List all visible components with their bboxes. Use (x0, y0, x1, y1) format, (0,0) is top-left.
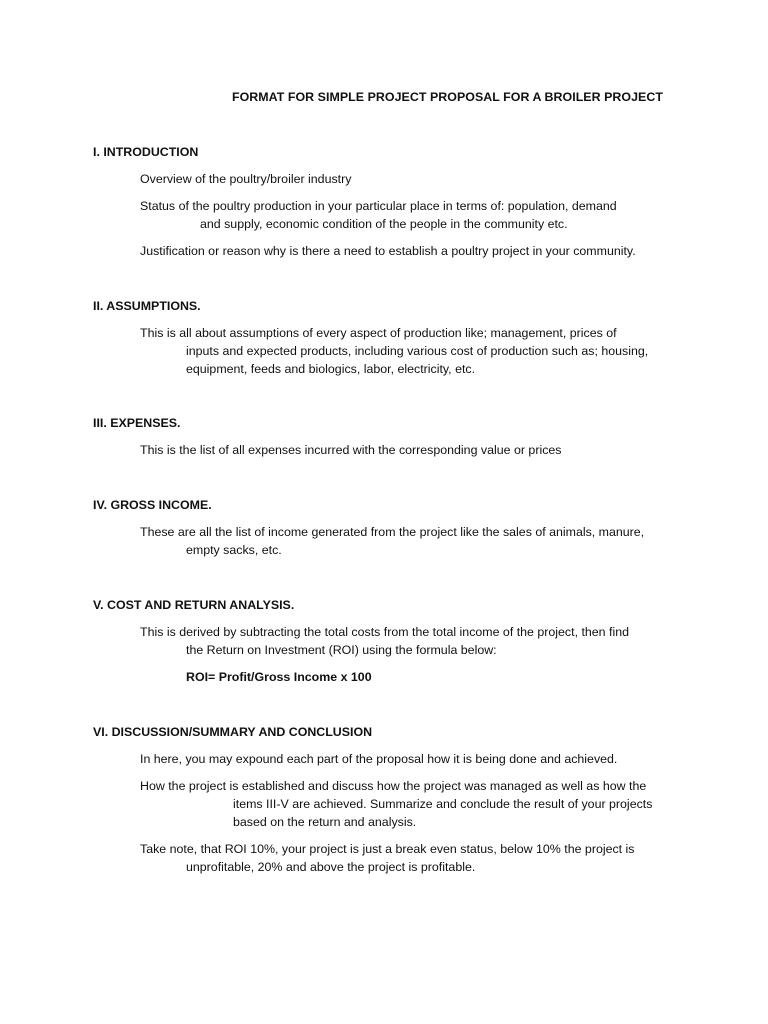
discussion-note-line-1: Take note, that ROI 10%, your project is just a break even status, below 10% the project is (140, 842, 635, 856)
discussion-managed-paragraph (140, 777, 680, 831)
heading-discussion: VI. DISCUSSION/SUMMARY AND CONCLUSION (93, 725, 373, 739)
gross-income-paragraph (140, 523, 680, 559)
expenses-paragraph (140, 441, 680, 459)
intro-status-paragraph (140, 197, 680, 233)
discussion-managed-line-2: items III-V are achieved. Summarize and conclude the result of your projects (233, 797, 653, 811)
intro-status-line-2: and supply, economic condition of the people in the community etc. (200, 217, 568, 231)
heading-gross-income: IV. GROSS INCOME. (93, 498, 212, 512)
document-title: FORMAT FOR SIMPLE PROJECT PROPOSAL FOR A BROILER PROJECT (232, 90, 663, 104)
expenses-line-1: This is the list of all expenses incurred with the corresponding value or prices (140, 443, 562, 457)
gross-income-line-2: empty sacks, etc. (186, 543, 282, 557)
assumptions-paragraph (140, 324, 680, 378)
intro-status-line-1: Status of the poultry production in your particular place in terms of: population, demand (140, 199, 617, 213)
heading-cost-and-return: V. COST AND RETURN ANALYSIS. (93, 598, 295, 612)
discussion-expound-paragraph (140, 750, 680, 768)
heading-expenses: III. EXPENSES. (93, 416, 181, 430)
intro-overview-text: Overview of the poultry/broiler industry (140, 172, 352, 186)
discussion-managed-line-3: based on the return and analysis. (233, 815, 417, 829)
cost-return-line-2: the Return on Investment (ROI) using the formula below: (186, 643, 497, 657)
discussion-note-line-2: unprofitable, 20% and above the project is profitable. (186, 860, 476, 874)
assumptions-line-1: This is all about assumptions of every aspect of production like; management, prices of (140, 326, 617, 340)
cost-return-paragraph (140, 623, 680, 659)
intro-justification-paragraph (140, 242, 680, 260)
discussion-managed-line-1: How the project is established and discuss how the project was managed as well as how the (140, 779, 647, 793)
intro-overview-paragraph (140, 170, 680, 188)
cost-return-line-1: This is derived by subtracting the total costs from the total income of the project, then find (140, 625, 629, 639)
discussion-expound-text: In here, you may expound each part of the proposal how it is being done and achieved. (140, 752, 618, 766)
discussion-note-paragraph (140, 840, 680, 876)
roi-formula: ROI= Profit/Gross Income x 100 (186, 670, 372, 684)
gross-income-line-1: These are all the list of income generated from the project like the sales of animals, manure, (140, 525, 645, 539)
assumptions-line-3: equipment, feeds and biologics, labor, electricity, etc. (186, 362, 476, 376)
heading-introduction: I. INTRODUCTION (93, 145, 199, 159)
assumptions-line-2: inputs and expected products, including various cost of production such as; housing, (186, 344, 649, 358)
intro-justification-text: Justification or reason why is there a need to establish a poultry project in your community. (140, 244, 636, 258)
heading-assumptions: II. ASSUMPTIONS. (93, 299, 201, 313)
